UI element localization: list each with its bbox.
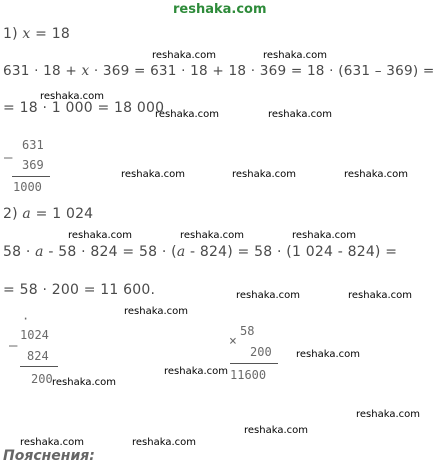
part2-label-rest: = 1 024: [30, 206, 94, 222]
eq-segment: - 824) = 58 · (1 024 - 824) =: [185, 244, 398, 260]
watermark: reshaka.com: [268, 109, 332, 120]
watermark: reshaka.com: [344, 169, 408, 180]
watermark: reshaka.com: [296, 349, 360, 360]
watermark: reshaka.com: [40, 91, 104, 102]
borrow-dot: ·: [22, 312, 30, 326]
variable-x: x: [81, 63, 90, 79]
watermark: reshaka.com: [124, 306, 188, 317]
multiplier: 200: [250, 345, 272, 359]
watermark: reshaka.com: [68, 230, 132, 241]
part1-label-num: 1): [3, 26, 23, 42]
times-sign: ×: [229, 334, 237, 349]
explanations-heading: Пояснения:: [3, 448, 95, 464]
variable-x: x: [22, 26, 31, 42]
product: 11600: [230, 368, 267, 382]
eq-segment: - 58 · 824 = 58 · (: [43, 244, 177, 260]
eq-segment: 631 · 18 +: [3, 63, 82, 79]
variable-a: a: [35, 244, 44, 260]
multiplicand: 58: [240, 324, 255, 338]
part1-label-rest: = 18: [30, 26, 70, 42]
watermark: reshaka.com: [348, 290, 412, 301]
watermark: reshaka.com: [164, 366, 228, 377]
part1-equation-line2: = 18 · 1 000 = 18 000: [3, 100, 165, 116]
column-rule: [230, 363, 278, 364]
watermark: reshaka.com: [356, 409, 420, 420]
difference: 200: [31, 372, 53, 386]
part1-equation-line1: [3, 63, 434, 79]
part2-label-num: 2): [3, 206, 23, 222]
watermark: reshaka.com: [121, 169, 185, 180]
watermark: reshaka.com: [292, 230, 356, 241]
watermark: reshaka.com: [152, 50, 216, 61]
watermark: reshaka.com: [20, 437, 84, 448]
watermark: reshaka.com: [232, 169, 296, 180]
column-rule: [20, 366, 58, 367]
watermark: reshaka.com: [236, 290, 300, 301]
variable-a: a: [22, 206, 31, 222]
part1-label: [3, 26, 70, 42]
watermark: reshaka.com: [155, 109, 219, 120]
subtrahend: 824: [27, 349, 49, 363]
subtrahend: 369: [22, 158, 44, 172]
eq-segment: 58 ·: [3, 244, 36, 260]
part2-label: [3, 206, 93, 222]
watermark: reshaka.com: [263, 50, 327, 61]
watermark: reshaka.com: [180, 230, 244, 241]
minuend: 631: [22, 138, 44, 152]
part2-equation-line1: [3, 244, 397, 260]
watermark: reshaka.com: [244, 425, 308, 436]
minus-sign: –: [9, 338, 18, 354]
minuend: 1024: [20, 328, 49, 342]
part2-equation-line2: = 58 · 200 = 11 600.: [3, 282, 156, 298]
watermark: reshaka.com: [132, 437, 196, 448]
minus-sign: –: [4, 150, 13, 166]
site-header[interactable]: reshaka.com: [173, 2, 267, 17]
eq-segment: · 369 = 631 · 18 + 18 · 369 = 18 · (631 – 369) =: [89, 63, 435, 79]
difference: 1000: [13, 180, 42, 194]
variable-a: a: [176, 244, 186, 260]
column-rule: [12, 176, 50, 177]
watermark: reshaka.com: [52, 377, 116, 388]
